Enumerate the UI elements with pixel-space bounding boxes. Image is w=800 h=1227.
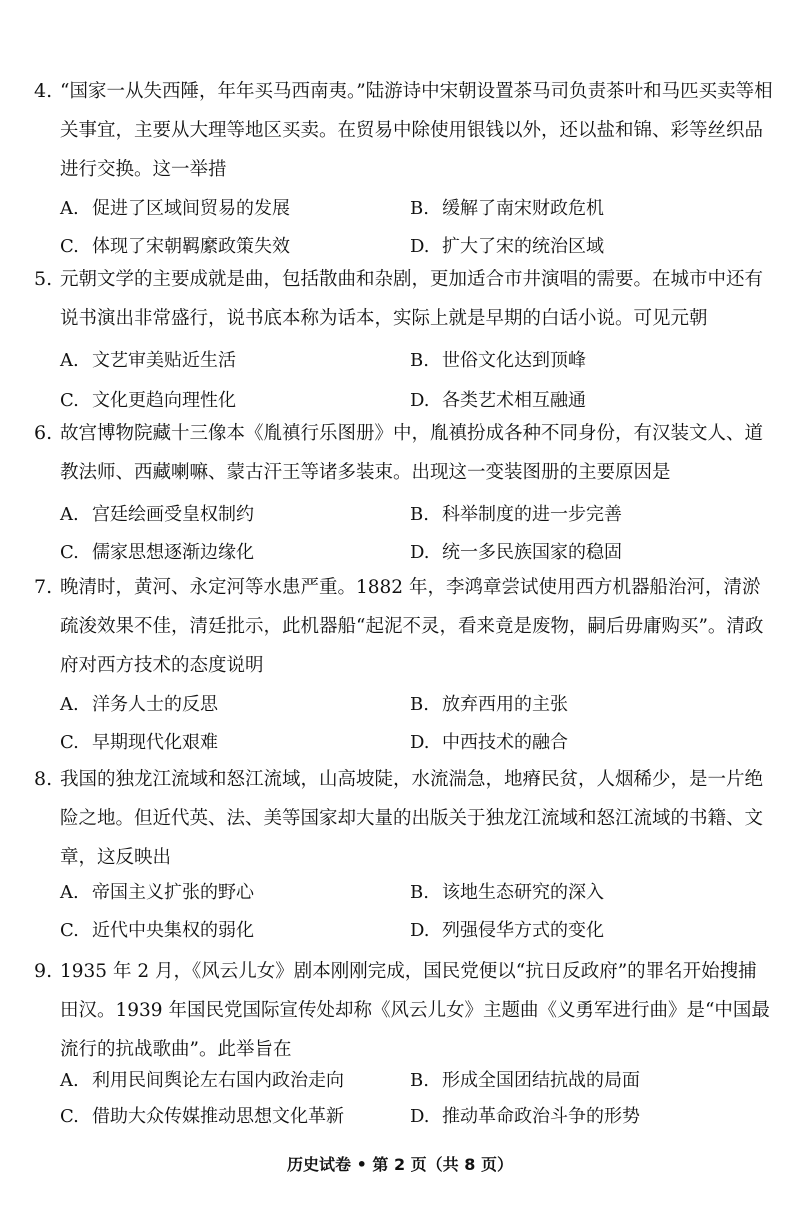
option-d bbox=[410, 728, 568, 754]
option-a bbox=[60, 500, 254, 526]
option-a bbox=[60, 878, 254, 904]
option-b bbox=[410, 194, 604, 220]
option-letter: D. bbox=[410, 236, 430, 257]
option-letter: B. bbox=[410, 350, 429, 371]
option-text: 早期现代化艰难 bbox=[92, 732, 218, 753]
option-text: 洋务人士的反思 bbox=[92, 694, 218, 715]
option-letter: D. bbox=[410, 920, 430, 941]
option-text: 世俗文化达到顶峰 bbox=[442, 350, 586, 371]
option-letter: B. bbox=[410, 1070, 429, 1091]
option-letter: B. bbox=[410, 882, 429, 903]
option-a bbox=[60, 194, 290, 220]
option-a bbox=[60, 690, 218, 716]
option-b bbox=[410, 690, 568, 716]
option-d bbox=[410, 386, 586, 412]
option-c bbox=[60, 728, 218, 754]
option-text: 近代中央集权的弱化 bbox=[92, 920, 254, 941]
option-b bbox=[410, 500, 622, 526]
option-letter: A. bbox=[60, 504, 79, 525]
option-letter: D. bbox=[410, 732, 430, 753]
question-stem: 元朝文学的主要成就是曲，包括散曲和杂剧，更加适合市井演唱的需要。在城市中还有说书演出非常盛行，说书底本称为话本，实际上就是早期的白话小说。可见元朝 bbox=[60, 269, 764, 329]
option-b bbox=[410, 1066, 640, 1092]
question-number: 7. bbox=[34, 576, 53, 598]
option-text: 列强侵华方式的变化 bbox=[442, 920, 604, 941]
option-d bbox=[410, 538, 622, 564]
option-letter: D. bbox=[410, 1106, 430, 1127]
option-letter: D. bbox=[410, 542, 430, 563]
option-text: 文艺审美贴近生活 bbox=[92, 350, 236, 371]
option-letter: A. bbox=[60, 198, 79, 219]
option-b bbox=[410, 878, 604, 904]
question-number: 4. bbox=[34, 80, 53, 102]
option-c bbox=[60, 1102, 344, 1128]
option-letter: B. bbox=[410, 504, 429, 525]
option-letter: C. bbox=[60, 1106, 79, 1127]
option-letter: A. bbox=[60, 350, 79, 371]
option-letter: C. bbox=[60, 920, 79, 941]
option-letter: C. bbox=[60, 236, 79, 257]
option-text: 缓解了南宋财政危机 bbox=[442, 198, 604, 219]
question-stem: 故宫博物院藏十三像本《胤禛行乐图册》中，胤禛扮成各种不同身份，有汉装文人、道教法师、西藏喇嘛、蒙古汗王等诸多装束。出现这一变装图册的主要原因是 bbox=[60, 423, 764, 483]
option-letter: C. bbox=[60, 732, 79, 753]
option-text: 科举制度的进一步完善 bbox=[442, 504, 622, 525]
question-stem: 1935 年 2 月，《风云儿女》剧本刚刚完成，国民党便以“抗日反政府”的罪名开始搜捕田汉。1939 年国民党国际宣传处却称《风云儿女》主题曲《义勇军进行曲》是“中国最流行的抗战歌曲”。此举旨在 bbox=[60, 961, 770, 1060]
option-letter: A. bbox=[60, 882, 79, 903]
option-letter: B. bbox=[410, 198, 429, 219]
option-text: 宫廷绘画受皇权制约 bbox=[92, 504, 254, 525]
option-text: 借助大众传媒推动思想文化革新 bbox=[92, 1106, 344, 1127]
question-number: 5. bbox=[34, 268, 53, 290]
option-letter: B. bbox=[410, 694, 429, 715]
question-number: 9. bbox=[34, 960, 53, 982]
page-footer: 历史试卷 • 第 2 页（共 8 页） bbox=[287, 1155, 513, 1174]
option-d bbox=[410, 232, 604, 258]
option-letter: A. bbox=[60, 1070, 79, 1091]
option-text: 该地生态研究的深入 bbox=[442, 882, 604, 903]
option-d bbox=[410, 916, 604, 942]
option-a bbox=[60, 1066, 344, 1092]
option-text: 帝国主义扩张的野心 bbox=[92, 882, 254, 903]
option-text: 中西技术的融合 bbox=[442, 732, 568, 753]
option-text: 利用民间舆论左右国内政治走向 bbox=[92, 1070, 344, 1091]
option-c bbox=[60, 538, 254, 564]
option-letter: D. bbox=[410, 390, 430, 411]
option-letter: C. bbox=[60, 542, 79, 563]
option-text: 放弃西用的主张 bbox=[442, 694, 568, 715]
option-letter: A. bbox=[60, 694, 79, 715]
question-stem: “国家一从失西陲，年年买马西南夷。”陆游诗中宋朝设置茶马司负责茶叶和马匹买卖等相关事宜，主要从大理等地区买卖。在贸易中除使用银钱以外，还以盐和锦、彩等丝织品进行交换。这一举措 bbox=[60, 81, 773, 180]
option-text: 形成全国团结抗战的局面 bbox=[442, 1070, 640, 1091]
option-text: 体现了宋朝羁縻政策失效 bbox=[92, 236, 290, 257]
option-a bbox=[60, 346, 236, 372]
option-c bbox=[60, 916, 254, 942]
option-letter: C. bbox=[60, 390, 79, 411]
option-text: 推动革命政治斗争的形势 bbox=[442, 1106, 640, 1127]
option-text: 促进了区域间贸易的发展 bbox=[92, 198, 290, 219]
option-d bbox=[410, 1102, 640, 1128]
option-b bbox=[410, 346, 586, 372]
option-text: 各类艺术相互融通 bbox=[442, 390, 586, 411]
option-text: 文化更趋向理性化 bbox=[92, 390, 236, 411]
question-number: 8. bbox=[34, 768, 53, 790]
option-c bbox=[60, 386, 236, 412]
option-text: 儒家思想逐渐边缘化 bbox=[92, 542, 254, 563]
question-stem: 我国的独龙江流域和怒江流域，山高坡陡，水流湍急，地瘠民贫，人烟稀少，是一片绝险之地。但近代英、法、美等国家却大量的出版关于独龙江流域和怒江流域的书籍、文章，这反映出 bbox=[60, 769, 764, 868]
option-text: 扩大了宋的统治区域 bbox=[442, 236, 604, 257]
question-stem: 晚清时，黄河、永定河等水患严重。1882 年，李鸿章尝试使用西方机器船治河，清淤疏浚效果不佳，清廷批示，此机器船“起泥不灵，看来竟是废物，嗣后毋庸购买”。清政府对西方技术的态度说明 bbox=[60, 577, 764, 676]
question-number: 6. bbox=[34, 422, 53, 444]
option-text: 统一多民族国家的稳固 bbox=[442, 542, 622, 563]
option-c bbox=[60, 232, 290, 258]
